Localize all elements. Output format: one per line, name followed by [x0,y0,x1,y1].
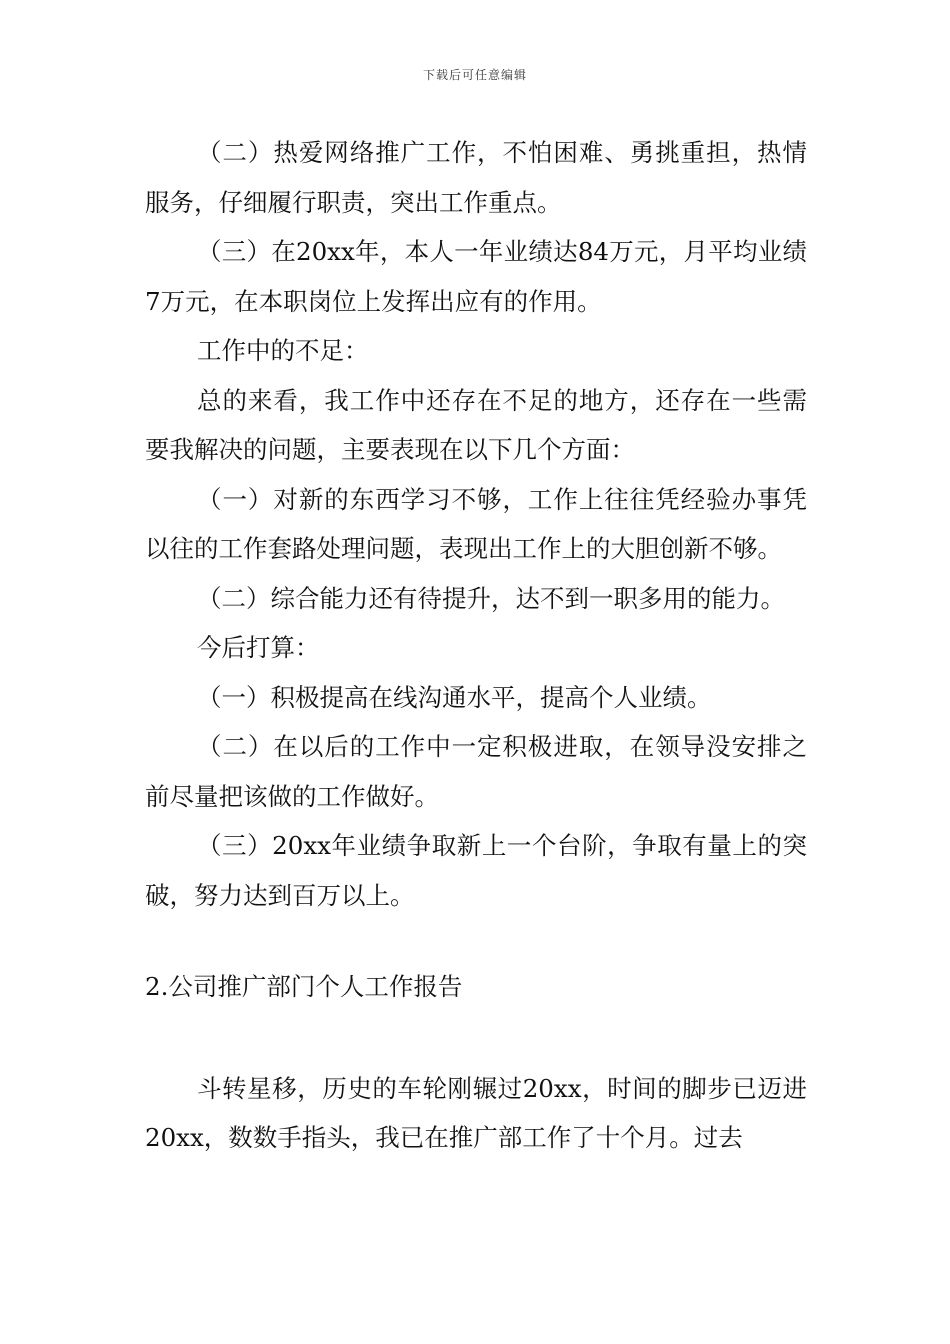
paragraph: （二）在以后的工作中一定积极进取，在领导没安排之前尽量把该做的工作做好。 [145,732,807,811]
spacer [145,920,807,962]
paragraph: 今后打算： [197,633,320,662]
document-body [145,128,807,1163]
paragraph: （三）20xx年业绩争取新上一个台阶，争取有量上的突破，努力达到百万以上。 [145,831,807,910]
paragraph: 总的来看，我工作中还存在不足的地方，还存在一些需要我解决的问题，主要表现在以下几个方面： [145,385,807,464]
spacer [145,1012,807,1064]
paragraph: （一）对新的东西学习不够，工作上往往凭经验办事凭以往的工作套路处理问题，表现出工作上的大胆创新不够。 [145,484,807,563]
page-header: 下载后可任意编辑 [422,68,527,82]
paragraph: （二）热爱网络推广工作，不怕困难、勇挑重担，热情服务，仔细履行职责，突出工作重点。 [145,138,807,217]
paragraph: （三）在20xx年，本人一年业绩达84万元，月平均业绩7万元，在本职岗位上发挥出应有的作用。 [145,237,807,316]
paragraph: （一）积极提高在线沟通水平，提高个人业绩。 [197,682,712,712]
paragraph: 工作中的不足： [197,336,369,365]
section-title: 2.公司推广部门个人工作报告 [145,972,463,1001]
paragraph: （二）综合能力还有待提升，达不到一职多用的能力。 [197,583,785,613]
paragraph: 斗转星移，历史的车轮刚辗过20xx，时间的脚步已迈进20xx，数数手指头，我已在推广部工作了十个月。过去 [145,1073,807,1152]
